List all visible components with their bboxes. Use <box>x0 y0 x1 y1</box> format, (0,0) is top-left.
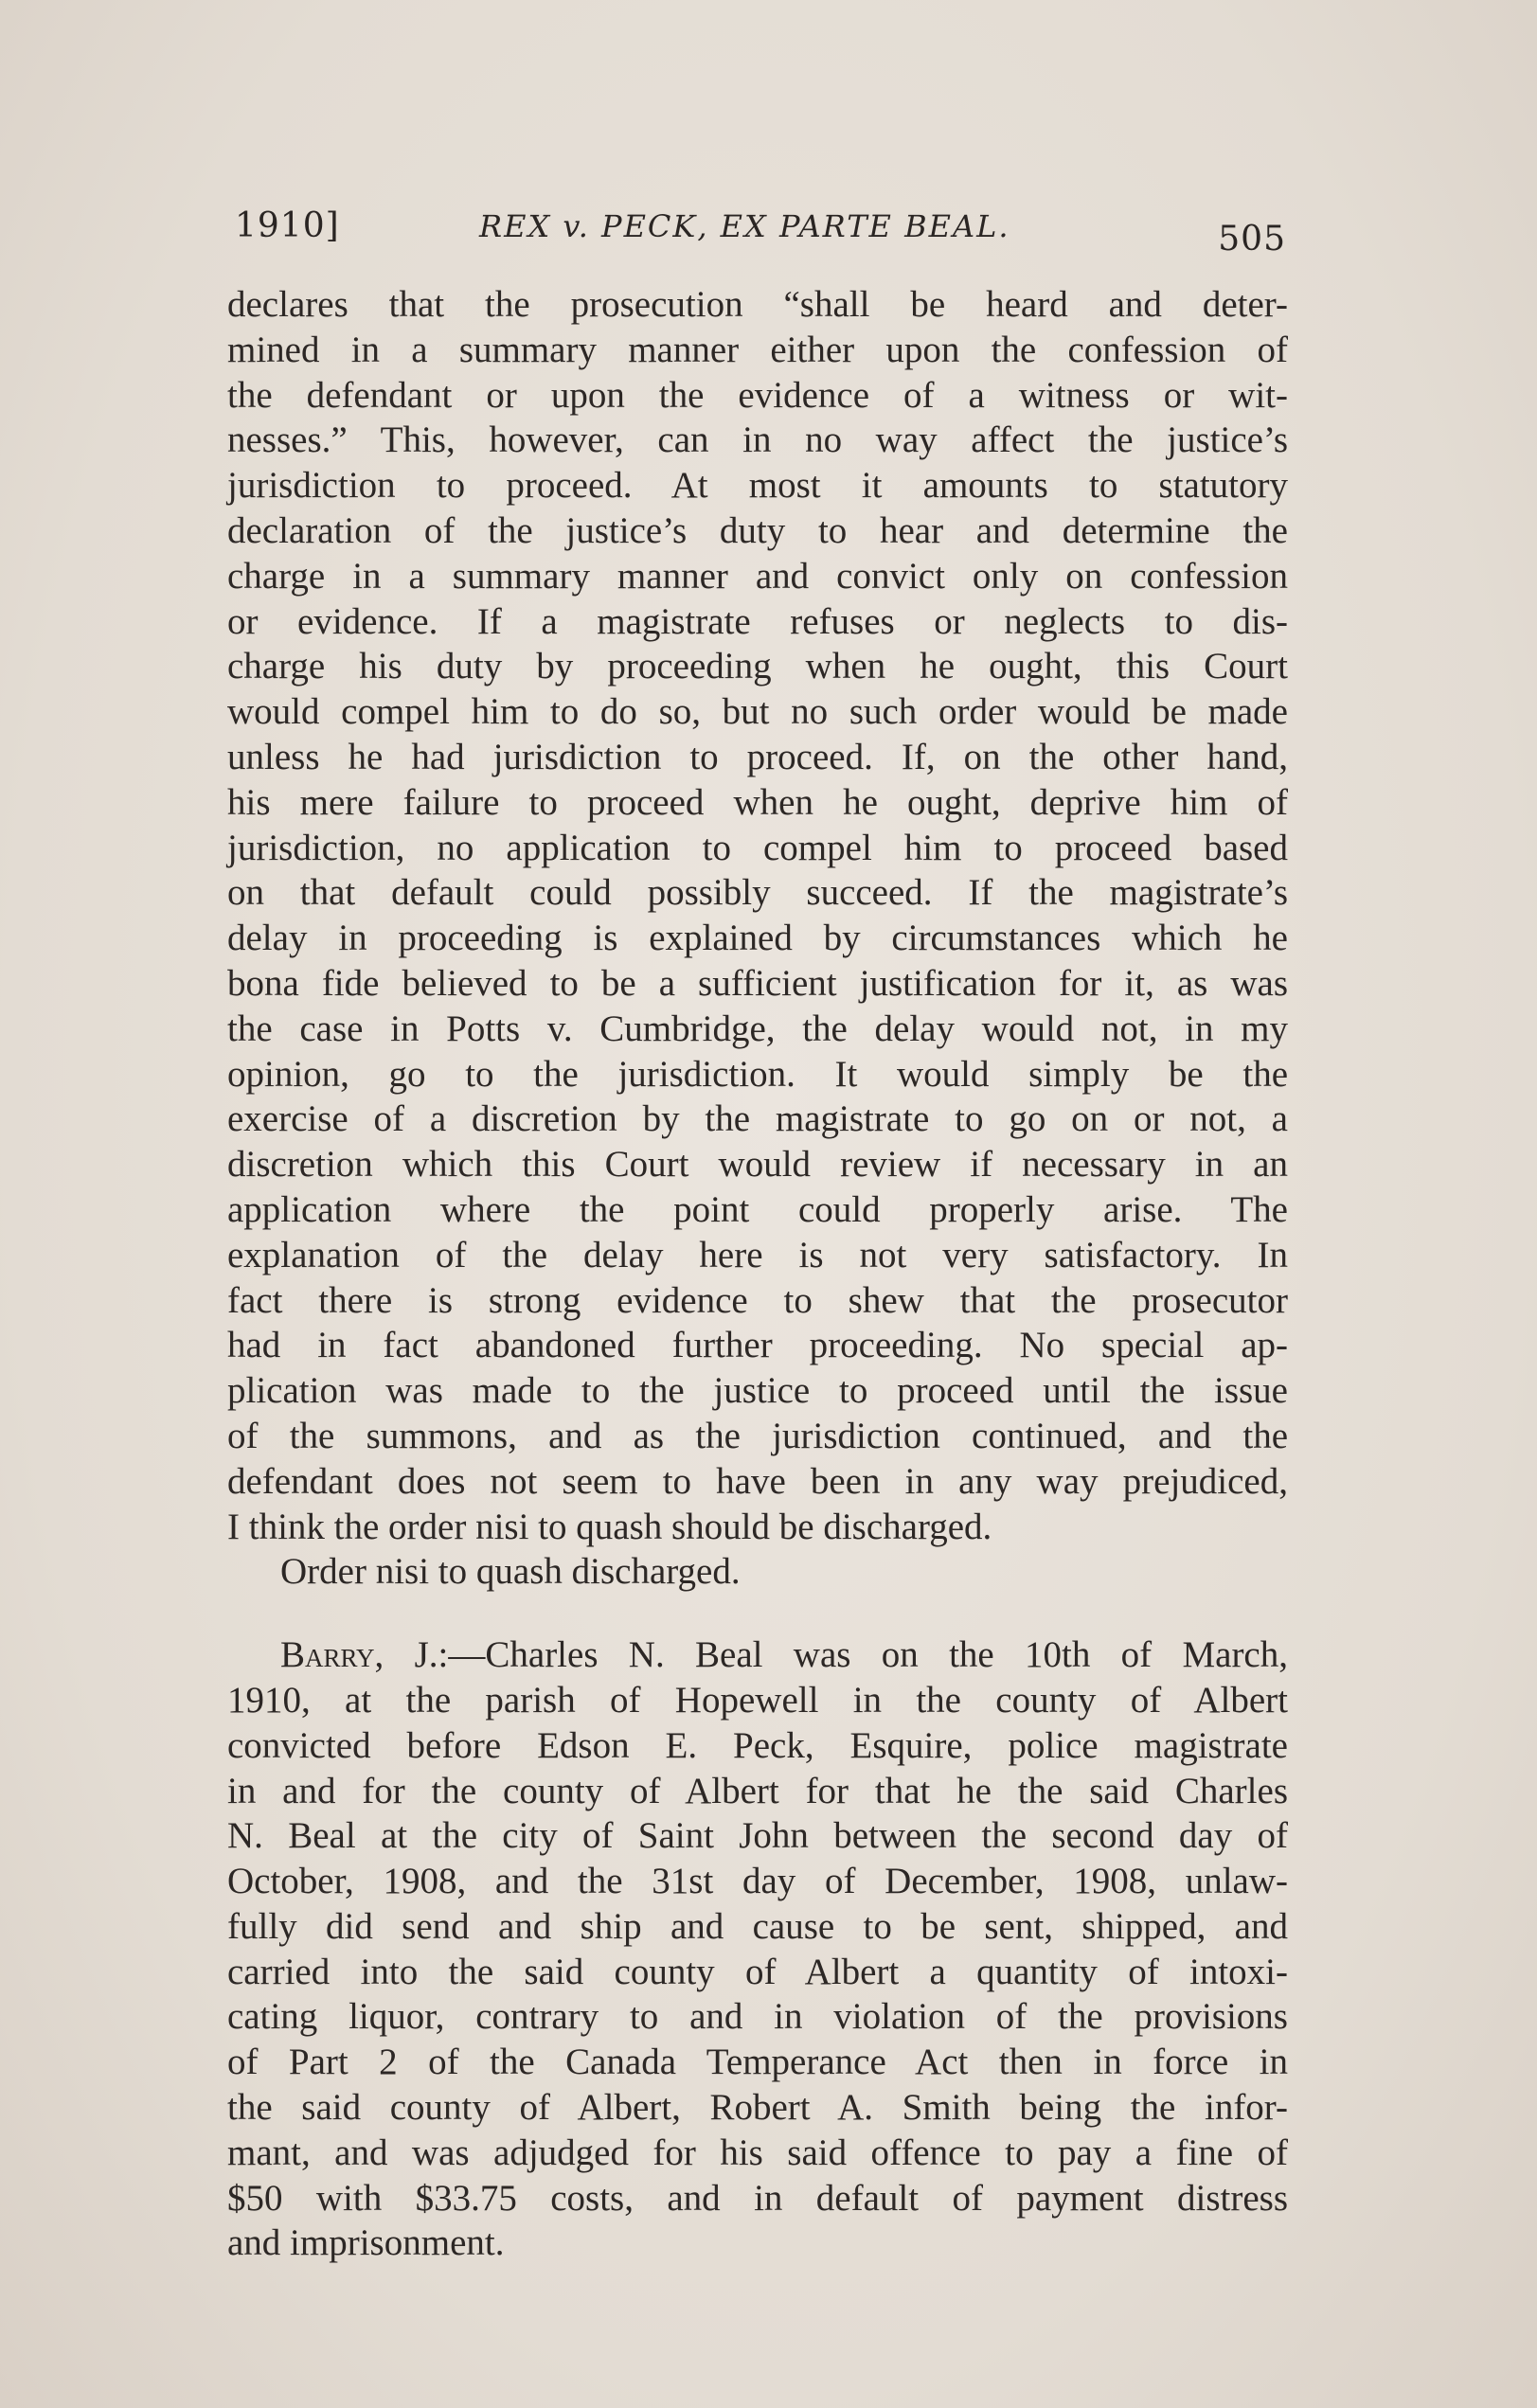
text-line: the case in Potts v. Cumbridge, the delay would not, in my <box>227 1008 1288 1049</box>
text-line: charge his duty by proceeding when he ought, this Court <box>227 646 1288 687</box>
paragraph-spacer <box>227 1595 1288 1632</box>
judge-name: Barry <box>280 1634 375 1676</box>
text-line: defendant does not seem to have been in any way prejudiced, <box>227 1460 1288 1502</box>
running-header <box>235 199 1286 259</box>
text-line: exercise of a discretion by the magistrate to go on or not, a <box>227 1098 1288 1140</box>
text-line: of Part 2 of the Canada Temperance Act then in force in <box>227 2042 1288 2083</box>
paragraph-barry-opinion <box>227 1632 1288 2266</box>
text-line: or evidence. If a magistrate refuses or neglects to dis- <box>227 600 1288 642</box>
text-line: $50 with $33.75 costs, and in default of payment distress <box>227 2177 1288 2219</box>
text-line: cating liquor, contrary to and in violation of the provisions <box>227 1996 1288 2038</box>
text-line: convicted before Edson E. Peck, Esquire, police magistrate <box>227 1724 1288 1766</box>
header-year: 1910] <box>235 206 340 245</box>
text-line: the defendant or upon the evidence of a witness or wit- <box>227 374 1288 416</box>
text-line: I think the order nisi to quash should be discharged. <box>227 1506 992 1547</box>
text-line: bona fide believed to be a sufficient justification for it, as was <box>227 962 1288 1004</box>
text-line: plication was made to the justice to proceed until the issue <box>227 1370 1288 1412</box>
text-line: fully did send and ship and cause to be sent, shipped, and <box>227 1905 1288 1947</box>
page-number: 505 <box>1218 220 1286 259</box>
text-line: declares that the prosecution “shall be heard and deter- <box>227 284 1288 325</box>
text-line-opening <box>227 1632 1288 1678</box>
text-line: declaration of the justice’s duty to hear and determine the <box>227 509 1288 551</box>
text-line: opinion, go to the jurisdiction. It would simply be the <box>227 1053 1288 1095</box>
text-line: carried into the said county of Albert a quantity of intoxi- <box>227 1951 1288 1992</box>
text-line: charge in a summary manner and convict only on confession <box>227 555 1288 597</box>
text-line: would compel him to do so, but no such order would be made <box>227 691 1288 733</box>
text-line: explanation of the delay here is not very satisfactory. In <box>227 1234 1288 1275</box>
text-line: fact there is strong evidence to shew that the prosecutor <box>227 1279 1288 1321</box>
opening-line-text: , J.:—Charles N. Beal was on the 10th of March, <box>374 1634 1288 1676</box>
text-line: October, 1908, and the 31st day of December, 1908, unlaw- <box>227 1861 1288 1902</box>
text-line: in and for the county of Albert for that he the said Charles <box>227 1770 1288 1811</box>
text-line: nesses.” This, however, can in no way affect the justice’s <box>227 419 1288 461</box>
text-line: mined in a summary manner either upon the confession of <box>227 329 1288 370</box>
text-line: delay in proceeding is explained by circumstances which he <box>227 918 1288 959</box>
text-line: his mere failure to proceed when he ought, deprive him of <box>227 781 1288 823</box>
text-line: application where the point could properly arise. The <box>227 1188 1288 1230</box>
text-line: 1910, at the parish of Hopewell in the county of Albert <box>227 1679 1288 1721</box>
text-line: had in fact abandoned further proceeding. No special ap- <box>227 1325 1288 1366</box>
body-text <box>227 282 1288 2266</box>
text-line: on that default could possibly succeed. If the magistrate’s <box>227 872 1288 914</box>
text-line: of the summons, and as the jurisdiction continued, and the <box>227 1415 1288 1456</box>
order-line: Order nisi to quash discharged. <box>280 1551 741 1593</box>
text-line: the said county of Albert, Robert A. Smith being the infor- <box>227 2087 1288 2129</box>
text-line: and imprisonment. <box>227 2222 505 2264</box>
text-line: mant, and was adjudged for his said offence to pay a fine of <box>227 2132 1288 2173</box>
text-line: unless he had jurisdiction to proceed. If, on the other hand, <box>227 736 1288 777</box>
text-line: jurisdiction to proceed. At most it amounts to statutory <box>227 465 1288 507</box>
paragraph-continued-opinion <box>227 282 1288 1549</box>
text-line: N. Beal at the city of Saint John between the second day of <box>227 1815 1288 1857</box>
text-line: jurisdiction, no application to compel him to proceed based <box>227 827 1288 868</box>
header-title: REX v. PECK, EX PARTE BEAL. <box>479 208 1010 244</box>
text-line: discretion which this Court would review if necessary in an <box>227 1144 1288 1186</box>
